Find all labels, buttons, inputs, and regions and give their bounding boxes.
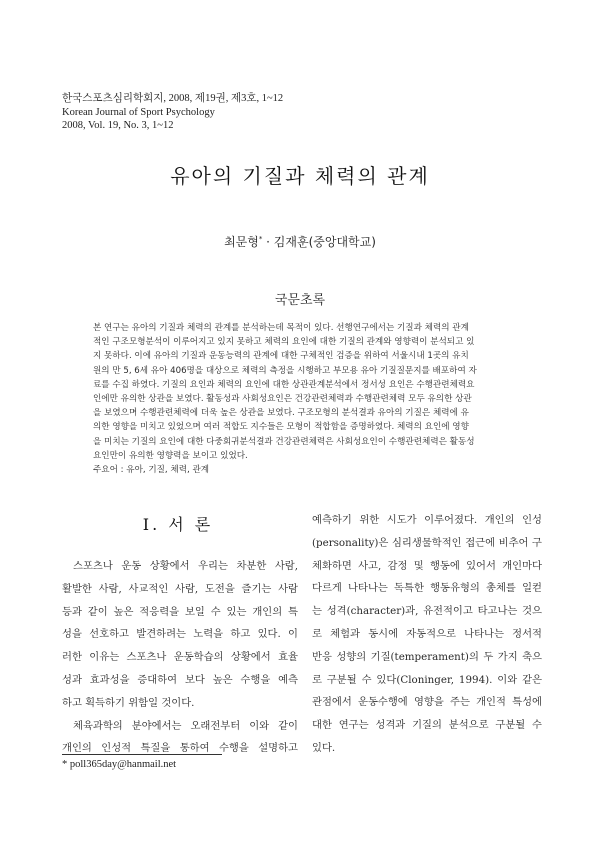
body-line: 활발한 사람, 사교적인 사람, 도전을 즐기는 사람 [62, 582, 298, 595]
abstract-line: 의한 영향을 미치고 있었으며 여러 적합도 지수들은 모형이 적합함을 증명하였다. 체력의 요인에 영향 [93, 422, 469, 433]
body-line: 체화하면 사고, 감정 및 행동에 있어서 개인마다 [312, 559, 542, 572]
journal-citation [62, 92, 283, 133]
abstract-line: 적인 구조모형분석이 이루어지고 있지 못하고 체력의 요인에 대한 기질의 관계와 영향력이 분석되고 있 [93, 337, 475, 348]
body-line: 등과 같이 높은 적응력을 보일 수 있는 개인의 특 [62, 605, 298, 618]
body-line: 대한 연구는 성격과 기질의 분석으로 구분될 수 [312, 719, 542, 732]
right-column-text [312, 509, 542, 760]
abstract-line: 본 연구는 유아의 기질과 체력의 관계를 분석하는데 목적이 있다. 선행연구에서는 기질과 체력의 관계 [93, 323, 469, 333]
abstract-line: 지 못하다. 이에 유아의 기질과 운동능력의 관계에 대한 구체적인 검증을 위하여 서울시내 1곳의 유치 [93, 351, 469, 362]
body-line: 성을 선호하고 발견하려는 노력을 하고 있다. 이 [62, 628, 298, 641]
body-line: 관점에서 운동수행에 영향을 주는 개인적 특성에 [312, 696, 542, 709]
abstract-line: 요인만이 유의한 영향력을 보이고 있었다. [93, 450, 248, 461]
body-line: 로 구분될 수 있다(Cloninger, 1994). 이와 같은 [312, 673, 542, 686]
abstract-body [93, 321, 515, 463]
body-line: 다르게 나타나는 독특한 행동유형의 총체를 일컫 [312, 582, 542, 595]
body-line: 체육과학의 분야에서는 오래전부터 이와 같이 [73, 719, 298, 732]
left-column-text [62, 555, 298, 760]
body-line: 반응 성향의 기질(temperament)의 두 가지 축으 [312, 650, 542, 663]
body-line: 러한 이유는 스포츠나 운동학습의 상황에서 효율 [62, 651, 298, 664]
journal-line-english: Korean Journal of Sport Psychology [62, 106, 215, 118]
abstract-heading: 국문초록 [274, 293, 326, 308]
first-author: 최문형 [224, 235, 259, 249]
abstract-line: 을 보였으며 수행관련체력에 더욱 높은 상관을 보였다. 구조모형의 분석결과 유아의 기질은 체력에 유 [93, 408, 469, 419]
body-line: 스포츠나 운동 상황에서 우리는 차분한 사람, [73, 560, 298, 572]
footnote-email: * poll365day@hanmail.net [62, 759, 177, 770]
body-line: 하고 획득하기 위함일 것이다. [62, 696, 195, 709]
abstract-line: 원의 만 5, 6세 유아 406명을 대상으로 체력의 측정을 시행하고 부모용 유아 기질질문지를 배포하여 자 [93, 365, 477, 376]
abstract-line: 료를 수집 하였다. 기질의 요인과 체력의 요인에 대한 상관관계분석에서 정서성 요인은 수행관련체력요 [93, 379, 475, 390]
journal-line-volume: 2008, Vol. 19, No. 3, 1~12 [62, 120, 174, 131]
body-line: 개인의 인성적 특질을 통하여 수행을 설명하고 [62, 742, 298, 755]
section-heading-introduction: I. 서 론 [142, 515, 214, 534]
body-line: (personality)은 심리생물학적인 접근에 비추어 구 [312, 536, 542, 549]
body-line: 있다. [312, 741, 336, 754]
abstract-line: 을 미치는 기질의 요인에 대한 다중회귀분석결과 건강관련체력은 사회성요인이 수행관련체력은 활동성 [93, 436, 475, 447]
keywords: 주요어 : 유아, 기질, 체력, 관계 [93, 465, 210, 475]
body-line: 성과 효과성을 증대하여 보다 높은 수행을 예측 [62, 673, 298, 686]
body-line: 는 성격(character)과, 유전적이고 타고나는 것으 [312, 605, 542, 618]
body-line: 예측하기 위한 시도가 이루어졌다. 개인의 인성 [312, 514, 542, 526]
author-line [0, 233, 600, 250]
co-author-affiliation: · 김재훈(중앙대학교) [262, 235, 376, 249]
abstract-line: 인에만 유의한 상관을 보였다. 활동성과 사회성요인은 건강관련체력과 수행관련체력 모두 유의한 상관 [93, 394, 472, 405]
paper-title: 유아의 기질과 체력의 관계 [170, 164, 430, 188]
footnote-divider [62, 754, 222, 755]
body-line: 로 체험과 동시에 자동적으로 나타나는 정서적 [312, 627, 542, 640]
journal-line-korean: 한국스포츠심리학회지, 2008, 제19권, 제3호, 1~12 [62, 93, 284, 104]
corresponding-author-marker: * [258, 235, 263, 243]
